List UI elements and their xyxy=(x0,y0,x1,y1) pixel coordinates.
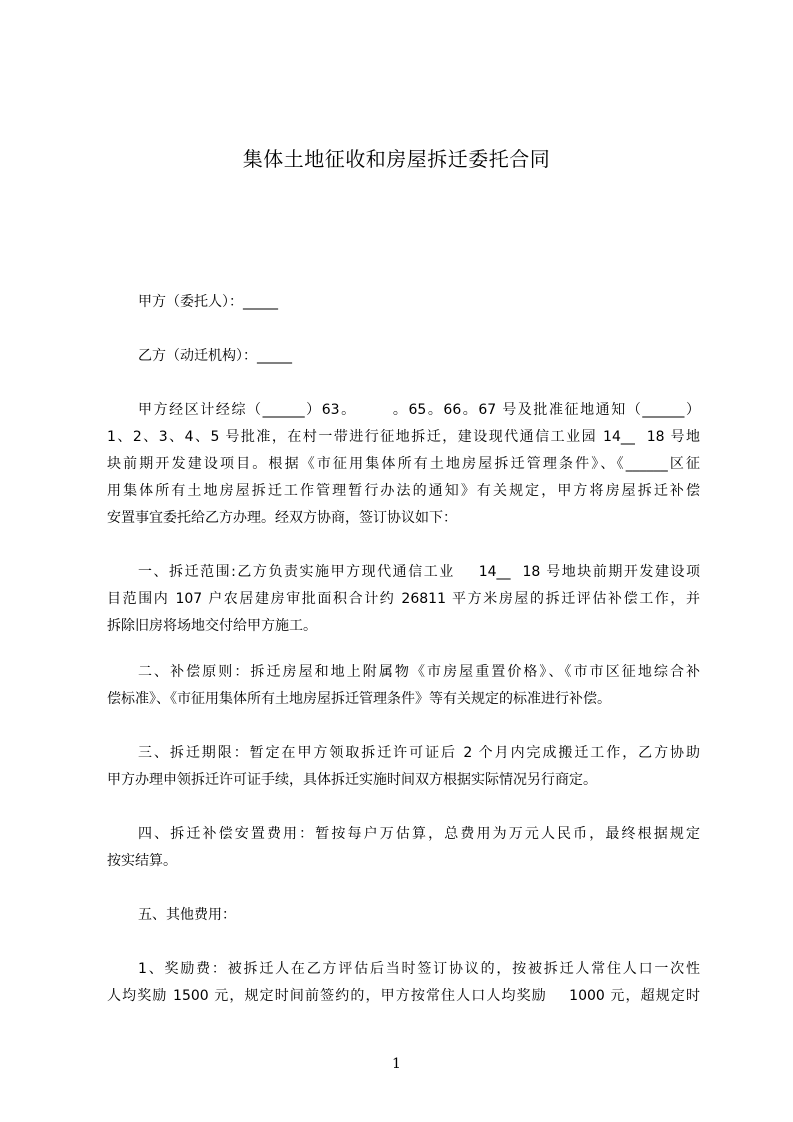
preamble-line-4: 用集体所有土地房屋拆迁工作管理暂行办法的通知》有关规定，甲方将房屋拆迁补偿 xyxy=(107,483,700,499)
clause4-line-2: 按实结算。 xyxy=(107,853,177,869)
clause5-heading: 五、其他费用： xyxy=(138,907,236,923)
clause1-line-1: 一、拆迁范围:乙方负责实施甲方现代通信工业 14__ 18 号地块前期开发建设项 xyxy=(138,564,700,580)
clause5-item1-line-2: 人均奖励 1500 元，规定时间前签约的，甲方按常住人口人均奖励 1000 元，超规定时 xyxy=(107,988,700,1004)
document-title: 集体土地征收和房屋拆迁委托合同 xyxy=(242,147,551,171)
clause1-line-2: 目范围内 107 户农居建房审批面积合计约 26811 平方米房屋的拆迁评估补偿工作，并 xyxy=(107,591,700,607)
clause1-line-3: 拆除旧房将场地交付给甲方施工。 xyxy=(107,618,317,634)
clause2-line-1: 二、补偿原则：拆迁房屋和地上附属物《市房屋重置价格》、《市市区征地综合补 xyxy=(138,664,700,680)
clause5-item1-line-1: 1、奖励费：被拆迁人在乙方评估后当时签订协议的，按被拆迁人常住人口一次性 xyxy=(138,961,700,977)
preamble-line-3: 块前期开发建设项目。根据《市征用集体所有土地房屋拆迁管理条件》、《______区征 xyxy=(107,456,700,472)
clause3-line-1: 三、拆迁期限：暂定在甲方领取拆迁许可证后 2 个月内完成搬迁工作，乙方协助 xyxy=(138,745,700,761)
preamble-line-5: 安置事宜委托给乙方办理。经双方协商，签订协议如下： xyxy=(107,510,457,526)
clause4-line-1: 四、拆迁补偿安置费用：暂按每户万估算，总费用为万元人民币，最终根据规定 xyxy=(138,826,700,842)
clause3-line-2: 甲方办理申领拆迁许可证手续，具体拆迁实施时间双方根据实际情况另行商定。 xyxy=(107,772,597,788)
party-b-line: 乙方（动迁机构）：_____ xyxy=(138,348,292,364)
clause2-line-2: 偿标准》、《市征用集体所有土地房屋拆迁管理条件》等有关规定的标准进行补偿。 xyxy=(107,691,611,707)
page-number: 1 xyxy=(392,1056,401,1072)
preamble-line-1: 甲方经区计经综（______）63。 。65。66。67 号及批准征地通知（______） xyxy=(138,402,700,418)
party-a-line: 甲方（委托人）：_____ xyxy=(138,294,278,310)
preamble-line-2: 1、2、3、4、5 号批准，在村一带进行征地拆迁，建设现代通信工业园 14__ 18 号地 xyxy=(107,429,700,445)
